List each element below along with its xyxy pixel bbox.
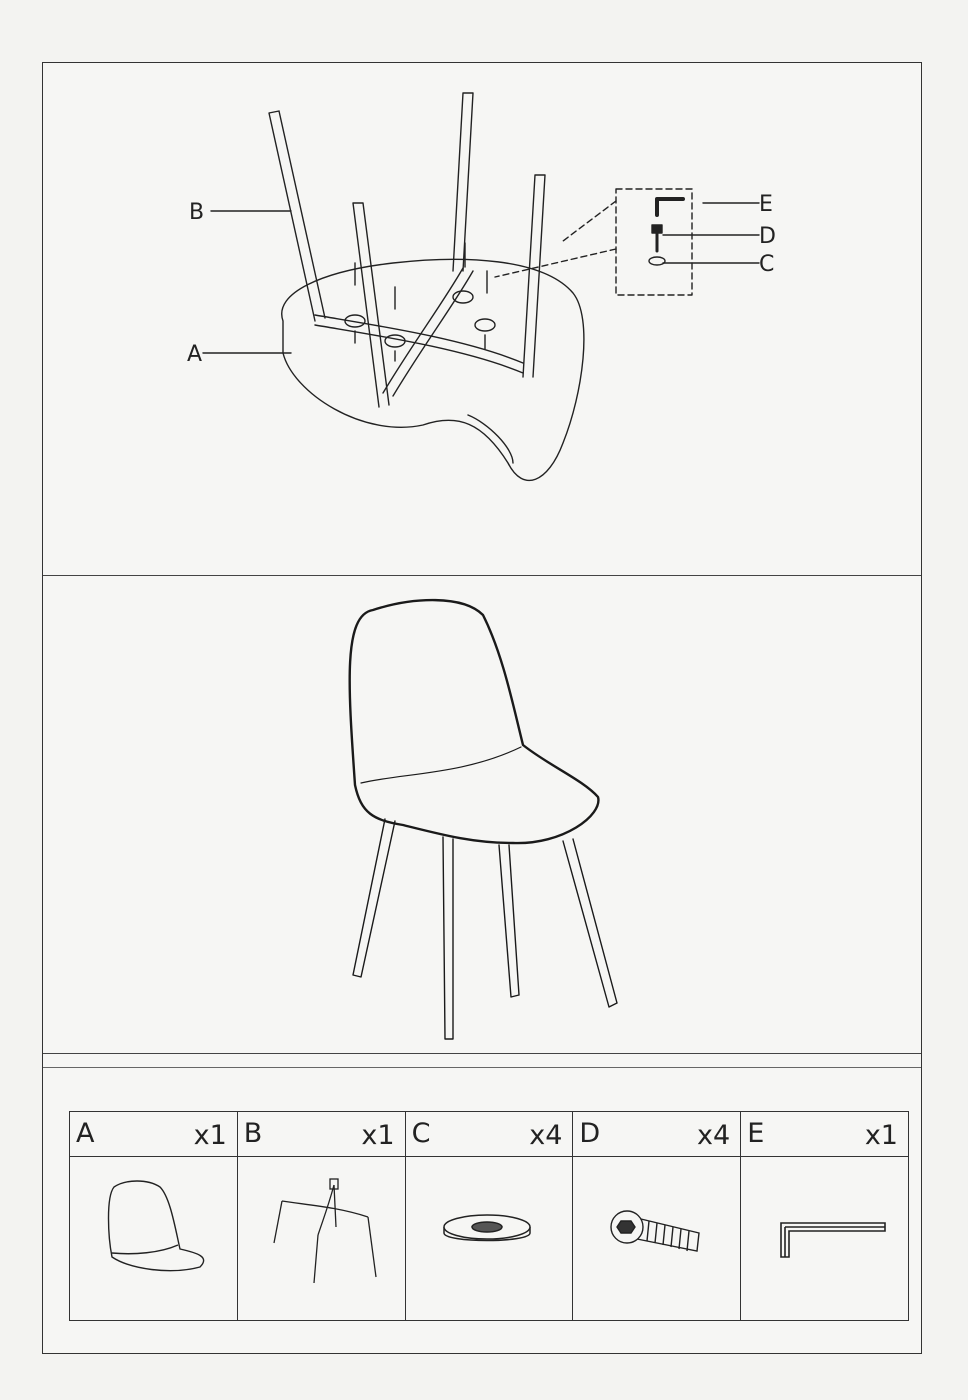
leg-1 — [269, 111, 325, 321]
part-cell-header — [741, 1112, 908, 1157]
leg-3 — [523, 175, 545, 377]
part-letter: D — [579, 1118, 601, 1149]
leg-2 — [453, 93, 473, 271]
label-d: D — [759, 224, 776, 249]
allen-key-icon — [741, 1157, 907, 1317]
part-cell-e — [741, 1112, 908, 1320]
part-cell-b — [238, 1112, 406, 1320]
label-c: C — [759, 252, 775, 277]
part-cell-header — [238, 1112, 405, 1157]
chair-leg-front-right — [443, 837, 453, 1039]
label-b: B — [189, 200, 205, 225]
part-quantity: x1 — [193, 1120, 227, 1151]
chair-leg-back-left — [499, 845, 519, 997]
chair-leg-back-right — [563, 839, 617, 1007]
part-letter: C — [411, 1118, 431, 1149]
label-a: A — [187, 342, 203, 367]
part-cell-header — [573, 1112, 740, 1157]
instruction-sheet — [42, 62, 922, 1354]
part-quantity: x1 — [864, 1120, 898, 1151]
chair-backrest — [350, 600, 599, 843]
part-cell-header — [70, 1112, 237, 1157]
finished-chair-panel — [43, 575, 921, 1054]
leg-frame-icon — [238, 1157, 404, 1317]
label-e: E — [759, 192, 773, 217]
assembled-chair-drawing — [43, 575, 921, 1053]
part-quantity: x1 — [361, 1120, 395, 1151]
assembly-step-panel — [43, 63, 921, 576]
part-cell-c — [406, 1112, 574, 1320]
mount-plate — [453, 291, 473, 303]
parts-table — [69, 1111, 909, 1321]
leg-4 — [353, 203, 389, 407]
mount-plate — [475, 319, 495, 331]
part-cell-header — [406, 1112, 573, 1157]
detail-washer — [649, 257, 665, 265]
parts-list-panel — [43, 1053, 921, 1353]
bolt-icon — [573, 1157, 739, 1317]
washer-icon — [406, 1157, 572, 1317]
seat-seam — [361, 747, 521, 783]
part-quantity: x4 — [529, 1120, 563, 1151]
part-quantity: x4 — [697, 1120, 731, 1151]
part-letter: E — [747, 1118, 765, 1149]
mount-plate — [385, 335, 405, 347]
detail-box — [616, 189, 692, 295]
assembly-diagram — [43, 63, 921, 575]
divider — [43, 1067, 921, 1068]
detail-allen-key — [657, 199, 683, 215]
part-letter: A — [76, 1118, 95, 1149]
part-cell-a — [70, 1112, 238, 1320]
part-letter: B — [243, 1118, 263, 1149]
part-cell-d — [573, 1112, 741, 1320]
chair-leg-front-left — [353, 819, 395, 977]
seat-shell-icon — [70, 1157, 236, 1317]
